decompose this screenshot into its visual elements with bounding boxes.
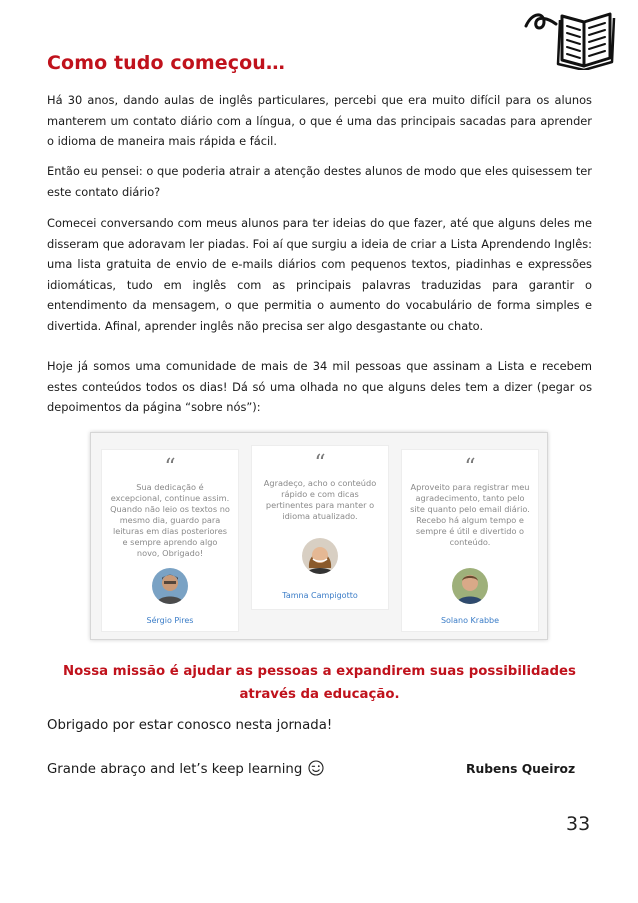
avatar <box>302 538 338 574</box>
author-signature: Rubens Queiroz <box>466 762 576 776</box>
paragraph-question: Então eu pensei: o que poderia atrair a atenção destes alunos de modo que eles quisessem ter este contato diário? <box>47 164 592 199</box>
avatar <box>152 568 188 604</box>
avatar <box>452 568 488 604</box>
testimonial-name: Sérgio Pires <box>146 616 194 625</box>
mission-statement: Nossa missão é ajudar as pessoas a expandirem suas possibilidades através da educação. <box>63 664 576 702</box>
paragraph-history: Há 30 anos, dando aulas de inglês particulares, percebi que era muito difícil para os alunos manterem um contato diário com a língua, o que é uma das principais sacadas para aprender o idioma de maneira mais rápida e fácil. <box>47 93 592 149</box>
open-book-icon <box>522 6 618 70</box>
testimonial-card <box>101 449 239 632</box>
quote-mark-icon: “ <box>314 451 326 476</box>
testimonial-text: Agradeço, acho o conteúdo rápido e com dicas pertinentes para manter o idioma atualizado. <box>263 478 377 521</box>
page-title: Como tudo começou… <box>47 52 285 74</box>
quote-mark-icon: “ <box>464 455 476 480</box>
testimonial-text: Sua dedicação é excepcional, continue assim. Quando não leio os textos no mesmo dia, guardo para leituras em dias posteriores e sempre aprendo algo novo, Obrigado! <box>110 482 230 558</box>
testimonial-name: Solano Krabbe <box>440 616 500 625</box>
paragraph-origin: Comecei conversando com meus alunos para ter ideias do que fazer, até que alguns deles me disseram que adoravam ler piadas. Foi aí que surgiu a ideia de criar a Lista Aprendendo Inglês: uma lista gratuita de envio de e-mails diários com pequenos textos, piadinhas e expressões idiomáticas, tudo em inglês com as principais palavras traduzidas para garantir o entendimento da mensagem, o que permitia o aumento do vocabulário de forma simples e divertida. Afinal, aprender inglês não precisa ser algo desgastante ou chato. <box>47 216 592 333</box>
farewell-line <box>47 760 324 777</box>
testimonial-card <box>401 449 539 632</box>
thanks-line: Obrigado por estar conosco nesta jornada! <box>47 718 333 733</box>
testimonial-name: Tamna Campigotto <box>282 591 358 600</box>
page-number: 33 <box>566 813 591 835</box>
paragraph-community: Hoje já somos uma comunidade de mais de 34 mil pessoas que assinam a Lista e recebem estes conteúdos todos os dias! Dá só uma olhada no que alguns deles tem a dizer (pegar os depoimentos da página “sobre nós”): <box>47 359 592 415</box>
testimonials-panel <box>90 432 548 640</box>
testimonial-card <box>251 445 389 610</box>
testimonial-text: Aproveito para registrar meu agradecimento, tanto pelo site quanto pelo email diário. Recebo há algum tempo e sempre é útil e divertido o conteúdo. <box>410 482 530 547</box>
winking-face-icon <box>308 760 324 776</box>
quote-mark-icon: “ <box>164 455 176 480</box>
farewell-text: Grande abraço and let’s keep learning <box>47 762 303 777</box>
